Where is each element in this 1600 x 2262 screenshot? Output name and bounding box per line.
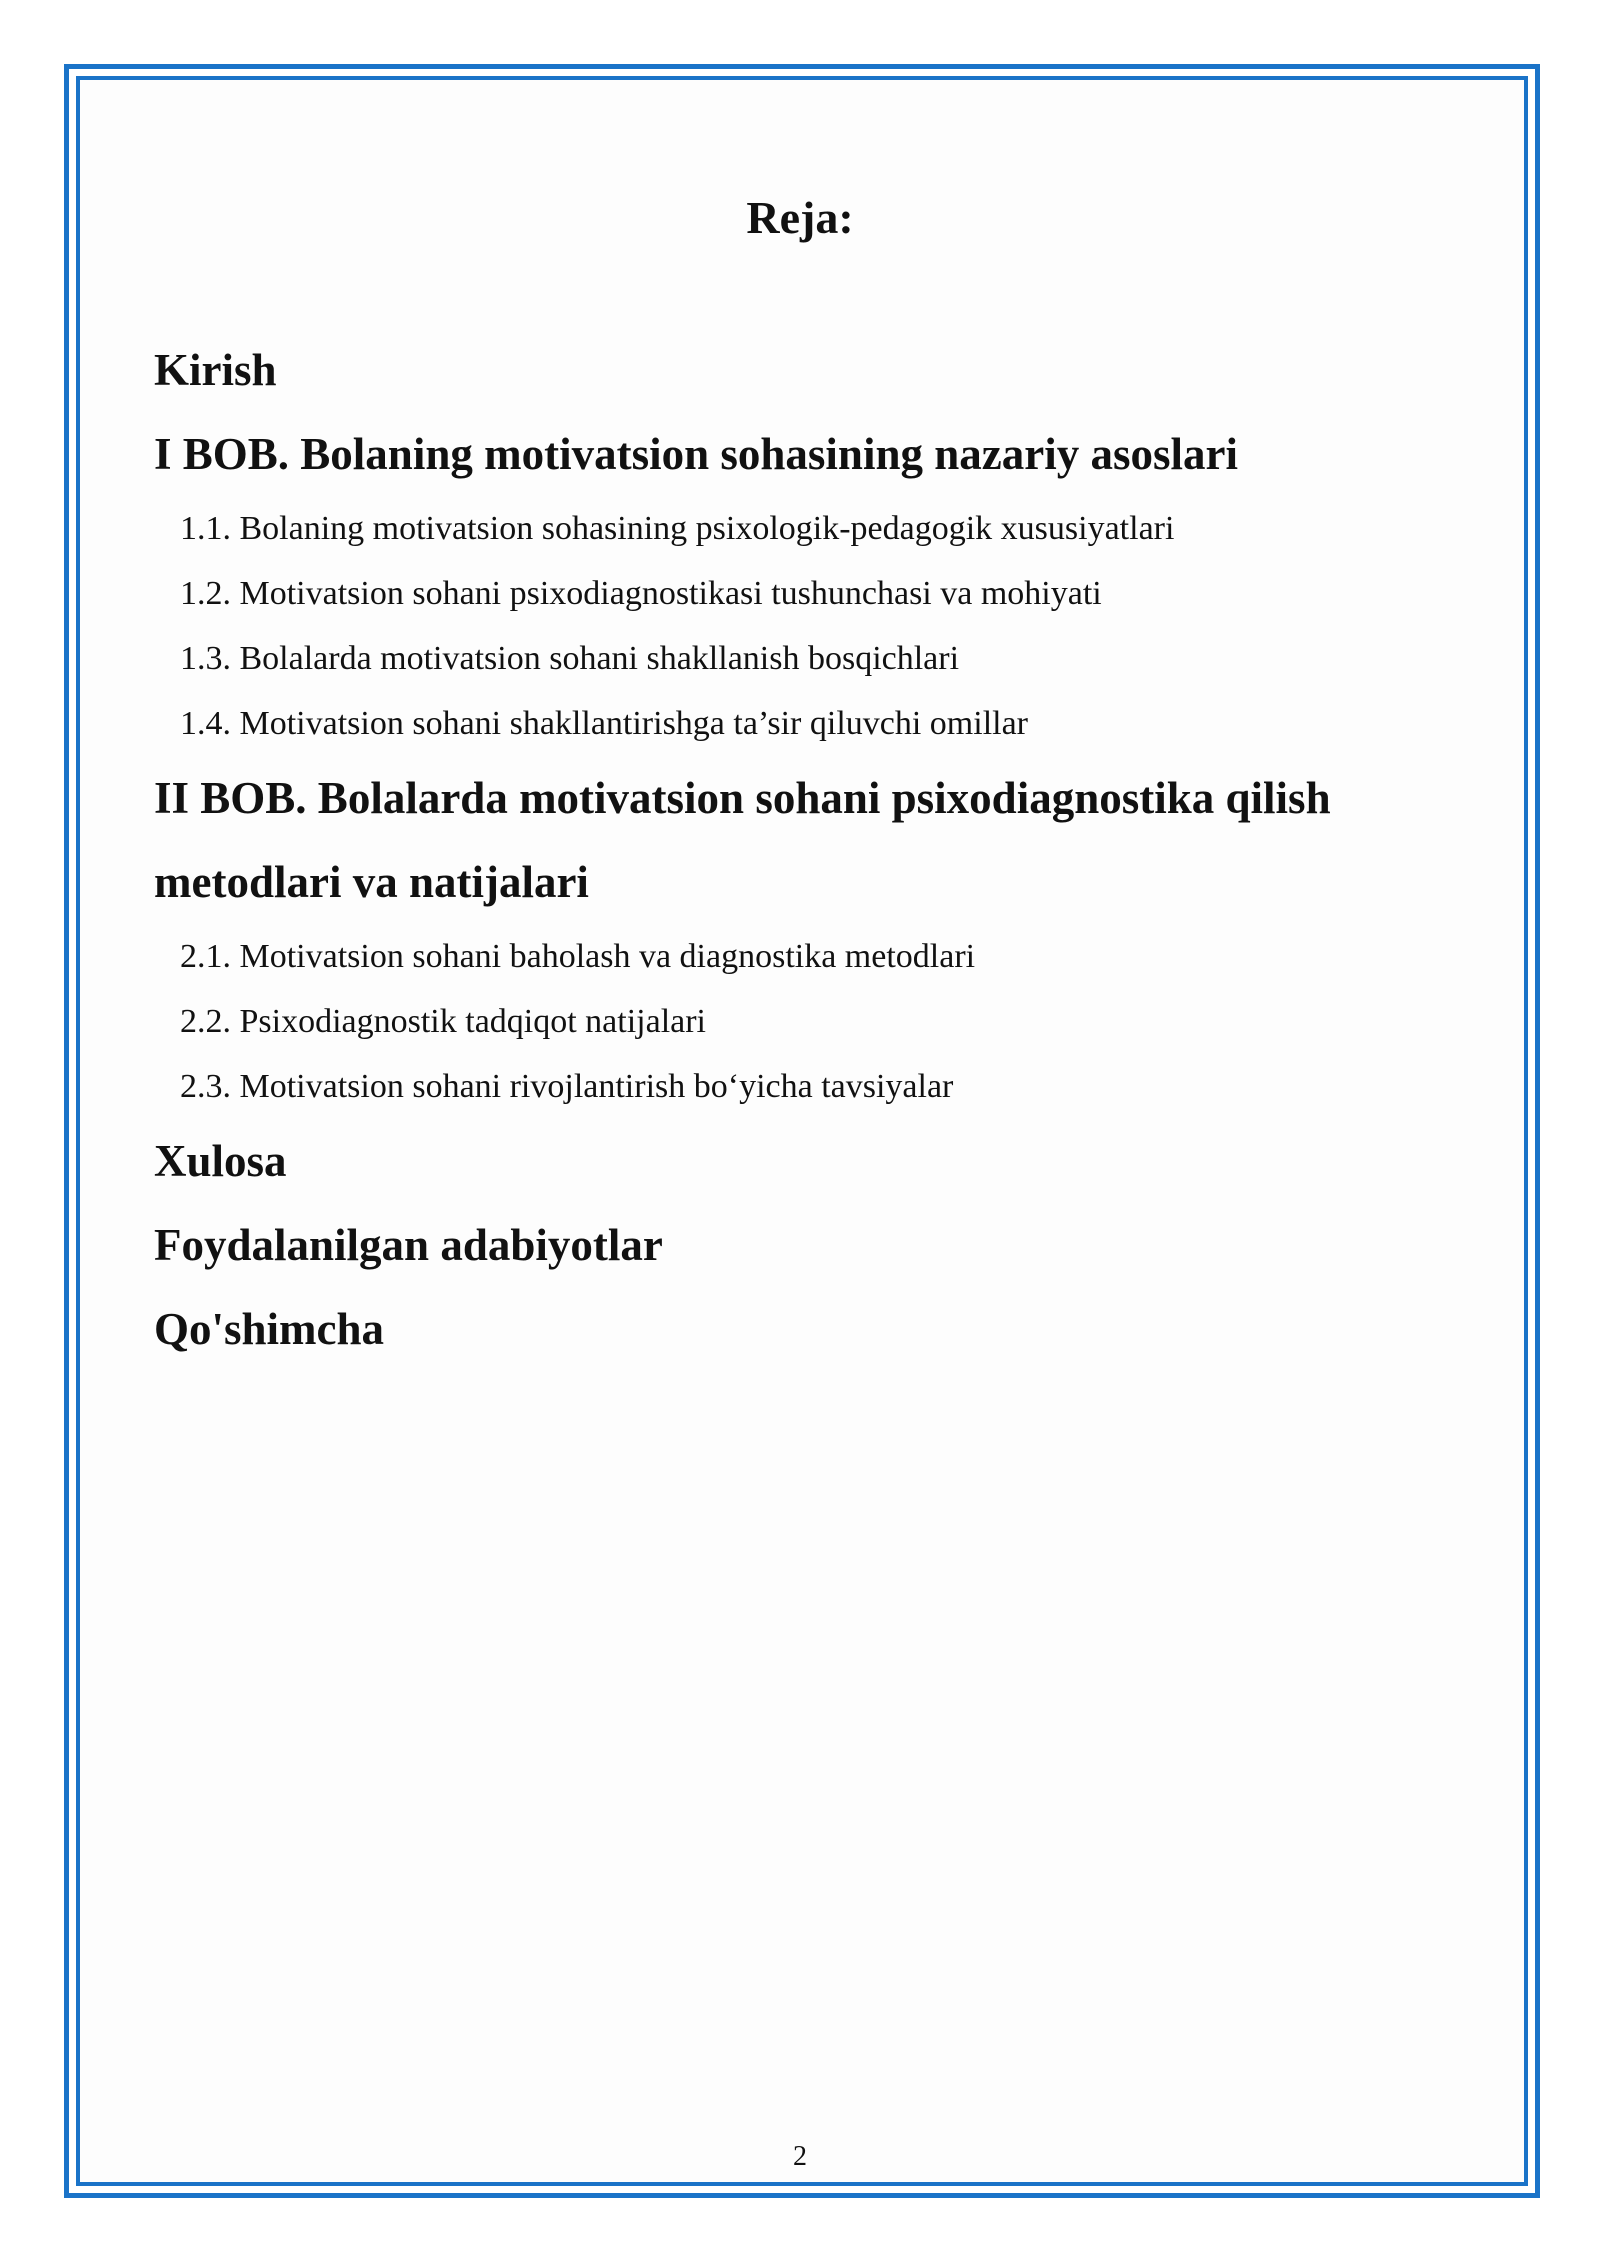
toc-appendix: Qo'shimcha <box>154 1304 385 1354</box>
toc-section-2-2: 2.2. Psixodiagnostik tadqiqot natijalari <box>180 1003 707 1040</box>
toc-section-2-3: 2.3. Motivatsion sohani rivojlantirish bo‘yicha tavsiyalar <box>180 1068 954 1105</box>
toc-section-1-1: 1.1. Bolaning motivatsion sohasining psixologik-pedagogik xususiyatlari <box>180 510 1175 547</box>
toc-conclusion: Xulosa <box>154 1136 287 1186</box>
toc-section-1-4: 1.4. Motivatsion sohani shakllantirishga ta’sir qiluvchi omillar <box>180 705 1029 742</box>
toc-section-1-2: 1.2. Motivatsion sohani psixodiagnostikasi tushunchasi va mohiyati <box>180 575 1102 612</box>
toc-section-1-3: 1.3. Bolalarda motivatsion sohani shakllanish bosqichlari <box>180 640 960 677</box>
toc-section-2-1: 2.1. Motivatsion sohani baholash va diagnostika metodlari <box>180 938 976 975</box>
toc-chapter-1-title: I BOB. Bolaning motivatsion sohasining nazariy asoslari <box>154 429 1238 479</box>
table-of-contents <box>154 328 1454 1371</box>
toc-intro: Kirish <box>154 345 277 395</box>
page-number: 2 <box>793 2141 807 2172</box>
toc-chapter-2-title: II BOB. Bolalarda motivatsion sohani psixodiagnostika qilish metodlari va natijalari <box>154 773 1331 907</box>
page-title: Reja: <box>746 192 854 243</box>
toc-references: Foydalanilgan adabiyotlar <box>154 1220 663 1270</box>
